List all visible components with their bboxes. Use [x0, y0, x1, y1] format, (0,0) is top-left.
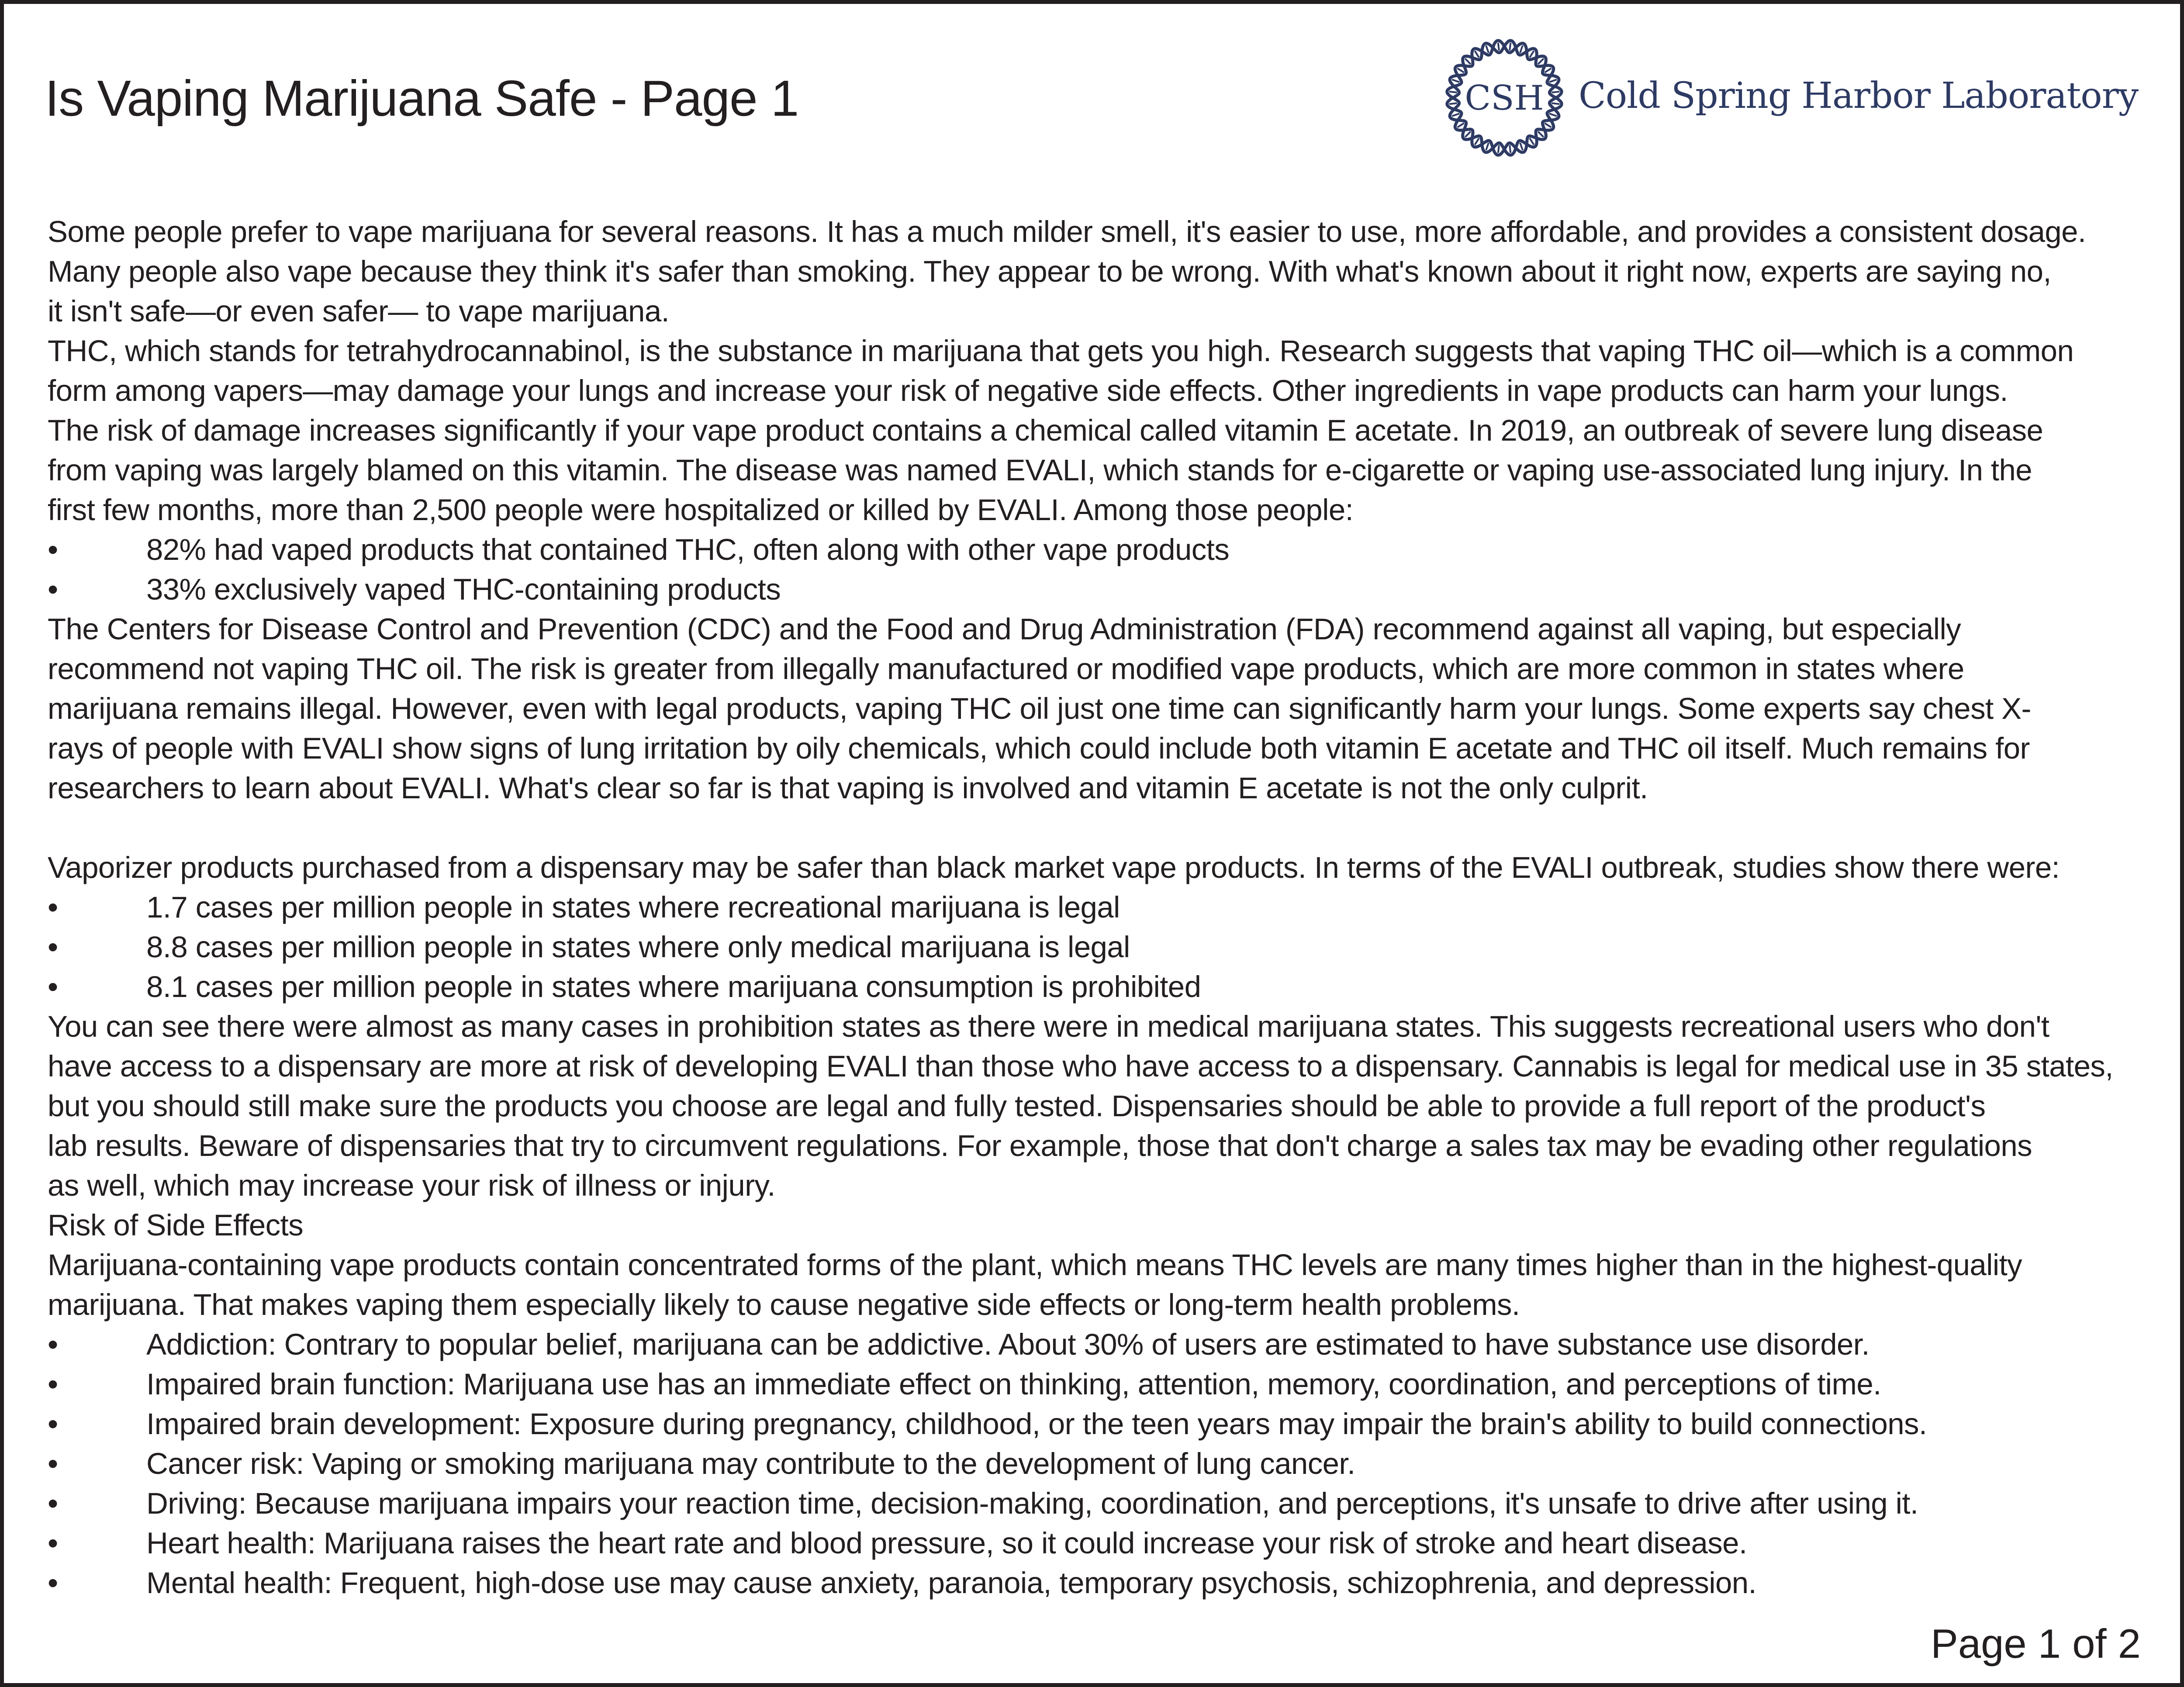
bullet-text: Mental health: Frequent, high-dose use may cause anxiety, paranoia, temporary psychosis, schizophrenia, and depression. — [146, 1566, 1757, 1600]
bullet-text: Impaired brain development: Exposure during pregnancy, childhood, or the teen years may impair the brain's ability to build connections. — [146, 1407, 1927, 1441]
text-line: The Centers for Disease Control and Prevention (CDC) and the Food and Drug Administration (FDA) recommend against all vaping, but especially — [48, 612, 1961, 646]
bullet-dot: • — [48, 930, 58, 964]
dna-rung — [1458, 68, 1464, 72]
dna-rung — [1486, 143, 1489, 150]
bullet-dot: • — [48, 1566, 58, 1600]
dna-rung — [1465, 131, 1471, 137]
bullet-text: 8.1 cases per million people in states where marijuana consumption is prohibited — [146, 970, 1201, 1004]
bullet-item — [48, 887, 2179, 927]
bullet-item — [48, 927, 2179, 967]
bullet-dot: • — [48, 573, 58, 606]
bullet-item — [48, 530, 2179, 569]
bullet-dot: • — [48, 1526, 58, 1560]
bullet-item — [48, 1404, 2179, 1444]
logo-monogram: CSH — [1465, 79, 1544, 118]
blank-line — [48, 808, 2179, 848]
page-title: Is Vaping Marijuana Safe - Page 1 — [45, 70, 799, 127]
text-line: Marijuana-containing vape products contain concentrated forms of the plant, which means THC levels are many times higher than in the highest-quality — [48, 1248, 2022, 1282]
text-line: recommend not vaping THC oil. The risk is greater from illegally manufactured or modified vape products, which are more common in states where — [48, 652, 1964, 686]
text-line: have access to a dispensary are more at risk of developing EVALI than those who have access to a dispensary. Cannabis is legal for medical use in 35 states, — [48, 1049, 2113, 1083]
dna-rung — [1452, 79, 1459, 82]
bullet-dot: • — [48, 1328, 58, 1361]
bullet-text: 33% exclusively vaped THC-containing products — [146, 573, 781, 606]
dna-rung — [1538, 131, 1544, 137]
csh-logo — [1441, 34, 2149, 161]
dna-rung — [1549, 79, 1557, 82]
text-line: You can see there were almost as many cases in prohibition states as there were in medical marijuana states. This suggests recreational users who don't — [48, 1010, 2049, 1043]
dna-rung — [1538, 59, 1544, 64]
text-line: Many people also vape because they think it's safer than smoking. They appear to be wrong. With what's known about it right now, experts are saying no, — [48, 255, 2051, 288]
text-line: lab results. Beware of dispensaries that try to circumvent regulations. For example, those that don't charge a sales tax may be evading other regulations — [48, 1129, 2032, 1163]
text-line: it isn't safe—or even safer— to vape marijuana. — [48, 294, 670, 328]
bullet-dot: • — [48, 890, 58, 924]
dna-rung — [1449, 92, 1457, 93]
bullet-item — [48, 1444, 2179, 1483]
bullet-dot: • — [48, 1487, 58, 1520]
bullet-text: Driving: Because marijuana impairs your reaction time, decision-making, coordination, and perceptions, it's unsafe to drive after using it. — [146, 1487, 1918, 1520]
dna-rung — [1458, 123, 1464, 128]
bullet-text: 82% had vaped products that contained THC, often along with other vape products — [146, 533, 1230, 566]
dna-rung — [1549, 114, 1557, 116]
page-number: Page 1 of 2 — [1931, 1621, 2141, 1666]
text-line: first few months, more than 2,500 people were hospitalized or killed by EVALI. Among those people: — [48, 493, 1354, 527]
article-body — [48, 212, 2179, 1603]
text-line: rays of people with EVALI show signs of lung irritation by oily chemicals, which could include both vitamin E acetate and THC oil itself. Much remains for — [48, 731, 2030, 765]
bullet-dot: • — [48, 1447, 58, 1480]
bullet-item — [48, 967, 2179, 1007]
bullet-item — [48, 1523, 2179, 1563]
dna-rung — [1520, 45, 1523, 53]
text-line: marijuana. That makes vaping them especially likely to cause negative side effects or long-term health problems. — [48, 1288, 1520, 1321]
text-line: THC, which stands for tetrahydrocannabinol, is the substance in marijuana that gets you high. Research suggests that vaping THC oil—which is a common — [48, 334, 2074, 368]
dna-ring-icon — [1441, 34, 1568, 161]
dna-rung — [1520, 143, 1523, 150]
bullet-text: Impaired brain function: Marijuana use has an immediate effect on thinking, attention, memory, coordination, and perceptions of time. — [146, 1367, 1881, 1401]
bullet-item — [48, 1563, 2179, 1603]
bullet-item — [48, 1325, 2179, 1364]
dna-rung — [1465, 59, 1471, 64]
text-line: Some people prefer to vape marijuana for several reasons. It has a much milder smell, it's easier to use, more affordable, and provides a consistent dosage. — [48, 215, 2086, 248]
text-line: The risk of damage increases significantly if your vape product contains a chemical called vitamin E acetate. In 2019, an outbreak of severe lung disease — [48, 414, 2043, 447]
text-line: Risk of Side Effects — [48, 1208, 303, 1242]
dna-rung — [1498, 145, 1499, 153]
dna-rung — [1498, 43, 1499, 51]
text-line: marijuana remains illegal. However, even with legal products, vaping THC oil just one time can significantly harm your lungs. Some experts say chest X- — [48, 692, 2031, 725]
bullet-text: 1.7 cases per million people in states where recreational marijuana is legal — [146, 890, 1120, 924]
dna-rung — [1530, 138, 1534, 145]
text-line: form among vapers—may damage your lungs and increase your risk of negative side effects. Other ingredients in vape products can harm your lungs. — [48, 374, 2008, 407]
bullet-dot: • — [48, 1367, 58, 1401]
bullet-item — [48, 1364, 2179, 1404]
text-line: as well, which may increase your risk of illness or injury. — [48, 1169, 775, 1202]
text-line: Vaporizer products purchased from a dispensary may be safer than black market vape products. In terms of the EVALI outbreak, studies show there were: — [48, 851, 2060, 884]
bullet-dot: • — [48, 533, 58, 566]
bullet-text: Addiction: Contrary to popular belief, marijuana can be addictive. About 30% of users are estimated to have substance use disorder. — [146, 1328, 1870, 1361]
dna-rung — [1545, 123, 1551, 128]
bullet-text: Heart health: Marijuana raises the heart rate and blood pressure, so it could increase your risk of stroke and heart disease. — [146, 1526, 1747, 1560]
bullet-item — [48, 569, 2179, 609]
dna-rung — [1452, 114, 1459, 116]
dna-rung — [1545, 68, 1551, 72]
bullet-text: 8.8 cases per million people in states where only medical marijuana is legal — [146, 930, 1130, 964]
bullet-dot: • — [48, 970, 58, 1004]
dna-rung — [1475, 51, 1479, 58]
dna-rung — [1449, 103, 1457, 104]
bullet-dot: • — [48, 1407, 58, 1441]
dna-rung — [1552, 103, 1559, 104]
bullet-item — [48, 1483, 2179, 1523]
logo-name: Cold Spring Harbor Laboratory — [1579, 75, 2139, 117]
bullet-text: Cancer risk: Vaping or smoking marijuana may contribute to the development of lung cancer. — [146, 1447, 1355, 1480]
dna-rung — [1552, 92, 1559, 93]
dna-rung — [1486, 45, 1489, 53]
text-line: but you should still make sure the products you choose are legal and fully tested. Dispensaries should be able to provide a full report of the product's — [48, 1089, 1986, 1123]
dna-rung — [1530, 51, 1534, 58]
dna-rung — [1475, 138, 1479, 145]
text-line: from vaping was largely blamed on this vitamin. The disease was named EVALI, which stands for e-cigarette or vaping use-associated lung injury. In the — [48, 453, 2032, 487]
text-line: researchers to learn about EVALI. What's clear so far is that vaping is involved and vitamin E acetate is not the only culprit. — [48, 771, 1648, 805]
